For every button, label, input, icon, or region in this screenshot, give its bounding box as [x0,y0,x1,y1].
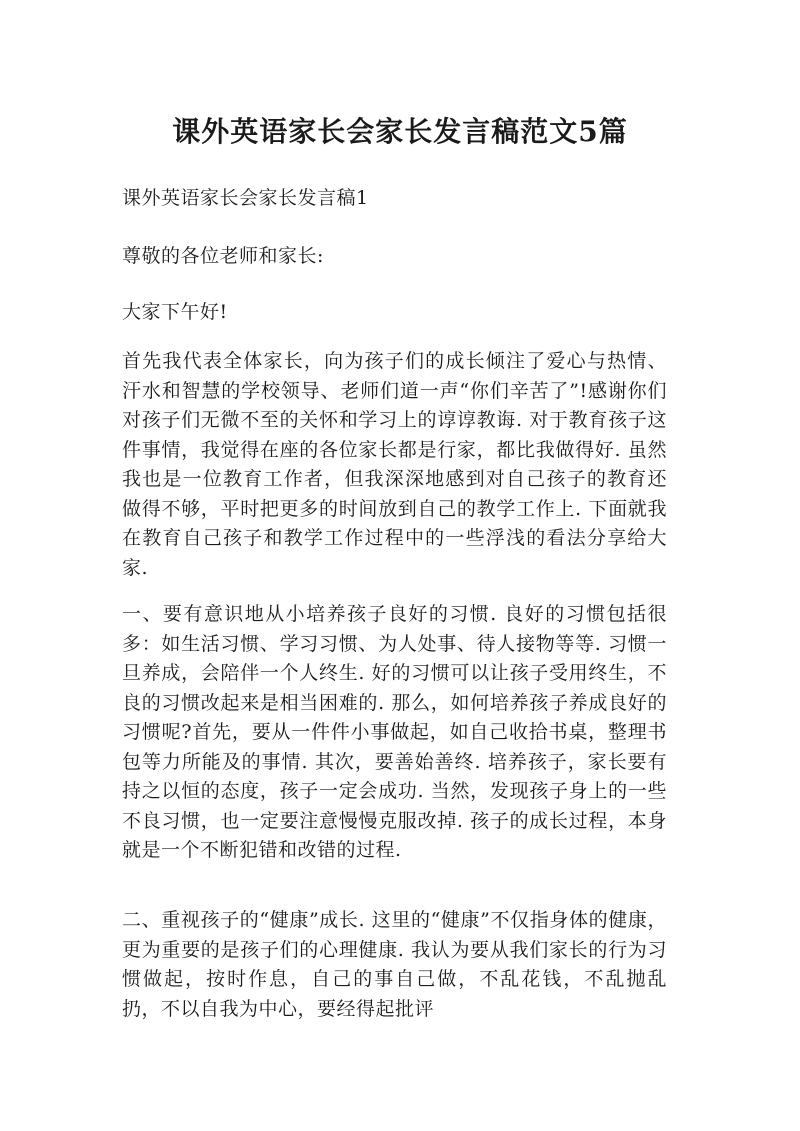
salutation: 尊敬的各位老师和家长: [122,245,324,267]
paragraph-health: 二、重视孩子的“健康”成长. 这里的“健康”不仅指身体的健康，更为重要的是孩子们的心理健康. 我认为要从我们家长的行为习惯做起，按时作息，自己的事自己做，不乱花钱，不乱抛乱扔，不以自我为中心，要经得起批评 [122,909,667,1020]
document-title: 课外英语家长会家长发言稿范文5篇 [172,115,628,148]
paragraph-habits: 一、要有意识地从小培养孩子良好的习惯. 良好的习惯包括很多：如生活习惯、学习习惯、为人处事、待人接物等等. 习惯一旦养成，会陪伴一个人终生. 好的习惯可以让孩子受用终生，不良的习惯改起来是相当困难的. 那么，如何培养孩子养成良好的习惯呢?首先，要从一件件小事做起，如自己收拾书桌，整理书包等力所能及的事情. 其次，要善始善终. 培养孩子，家长要有持之以恒的态度，孩子一定会成功. 当然，发现孩子身上的一些不良习惯，也一定要注意慢慢克服改掉. 孩子的成长过程，本身就是一个不断犯错和改错的过程. [122,603,667,861]
paragraph-intro: 首先我代表全体家长，向为孩子们的成长倾注了爱心与热情、汗水和智慧的学校领导、老师们道一声“你们辛苦了”!感谢你们对孩子们无微不至的关怀和学习上的谆谆教诲. 对于教育孩子这件事情，我觉得在座的各位家长都是行家，都比我做得好. 虽然我也是一位教育工作者，但我深深地感到对自己孩子的教育还做得不够，平时把更多的时间放到自己的教学工作上. 下面就我在教育自己孩子和教学工作过程中的一些浮浅的看法分享给大家. [122,350,667,579]
section-subtitle: 课外英语家长会家长发言稿1 [122,187,369,209]
greeting: 大家下午好! [122,301,228,323]
